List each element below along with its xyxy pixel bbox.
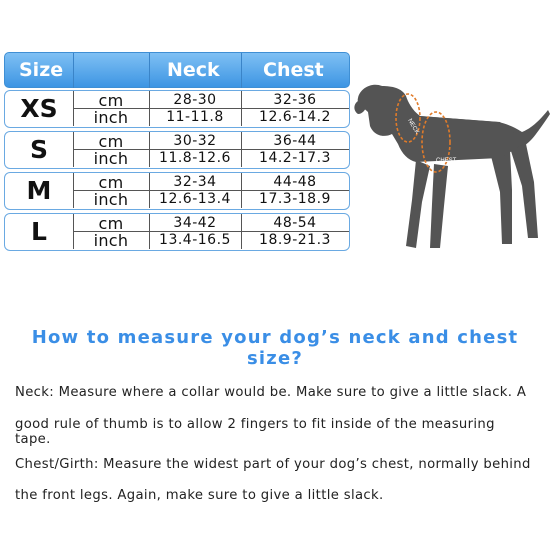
header-divider xyxy=(241,53,242,88)
header-size: Size xyxy=(19,59,64,81)
header-divider xyxy=(73,53,74,88)
header-divider xyxy=(149,53,150,88)
chest-instruction-line-1: Chest/Girth: Measure the widest part of your dog’s chest, normally behind xyxy=(15,457,531,472)
dog-silhouette xyxy=(354,85,550,248)
neck-instruction-line-1: Neck: Measure where a collar would be. Make sure to give a little slack. A xyxy=(15,385,527,400)
size-label: M xyxy=(26,176,52,205)
chest-cell: 44-48 xyxy=(273,174,317,190)
neck-cell: 11.8-12.6 xyxy=(159,150,231,166)
chest-instruction-line-2: the front legs. Again, make sure to give a little slack. xyxy=(15,488,384,503)
guide-heading: How to measure your dog’s neck and chest size? xyxy=(31,327,519,369)
table-row xyxy=(4,131,350,169)
table-row xyxy=(4,213,350,251)
neck-cell: 34-42 xyxy=(173,215,217,231)
size-label: S xyxy=(29,135,48,164)
neck-cell: 32-34 xyxy=(173,174,217,190)
chest-cell: 17.3-18.9 xyxy=(259,191,331,207)
table-row xyxy=(4,172,350,210)
unit-cell: inch xyxy=(93,231,129,250)
size-label: XS xyxy=(20,94,58,123)
chest-cell: 14.2-17.3 xyxy=(259,150,331,166)
neck-cell: 13.4-16.5 xyxy=(159,232,231,248)
neck-cell: 30-32 xyxy=(173,133,217,149)
neck-cell: 28-30 xyxy=(173,92,217,108)
neck-cell: 12.6-13.4 xyxy=(159,191,231,207)
chest-cell: 18.9-21.3 xyxy=(259,232,331,248)
dog-illustration xyxy=(350,78,550,256)
unit-cell: inch xyxy=(93,108,129,127)
unit-cell: cm xyxy=(98,173,124,192)
table-header xyxy=(4,52,350,88)
chest-cell: 36-44 xyxy=(273,133,317,149)
table-row xyxy=(4,90,350,128)
unit-cell: inch xyxy=(93,190,129,209)
unit-cell: inch xyxy=(93,149,129,168)
header-chest: Chest xyxy=(263,59,324,81)
unit-cell: cm xyxy=(98,132,124,151)
neck-cell: 11-11.8 xyxy=(166,109,224,125)
size-label: L xyxy=(31,217,47,246)
chest-cell: 32-36 xyxy=(273,92,317,108)
neck-label: NECK xyxy=(406,118,420,136)
neck-instruction-line-2: good rule of thumb is to allow 2 fingers to fit inside of the measuring tape. xyxy=(15,417,495,447)
chest-cell: 12.6-14.2 xyxy=(259,109,331,125)
header-neck: Neck xyxy=(167,59,220,81)
chest-cell: 48-54 xyxy=(273,215,317,231)
unit-cell: cm xyxy=(98,91,124,110)
chest-label: CHEST xyxy=(436,158,457,164)
unit-cell: cm xyxy=(98,214,124,233)
